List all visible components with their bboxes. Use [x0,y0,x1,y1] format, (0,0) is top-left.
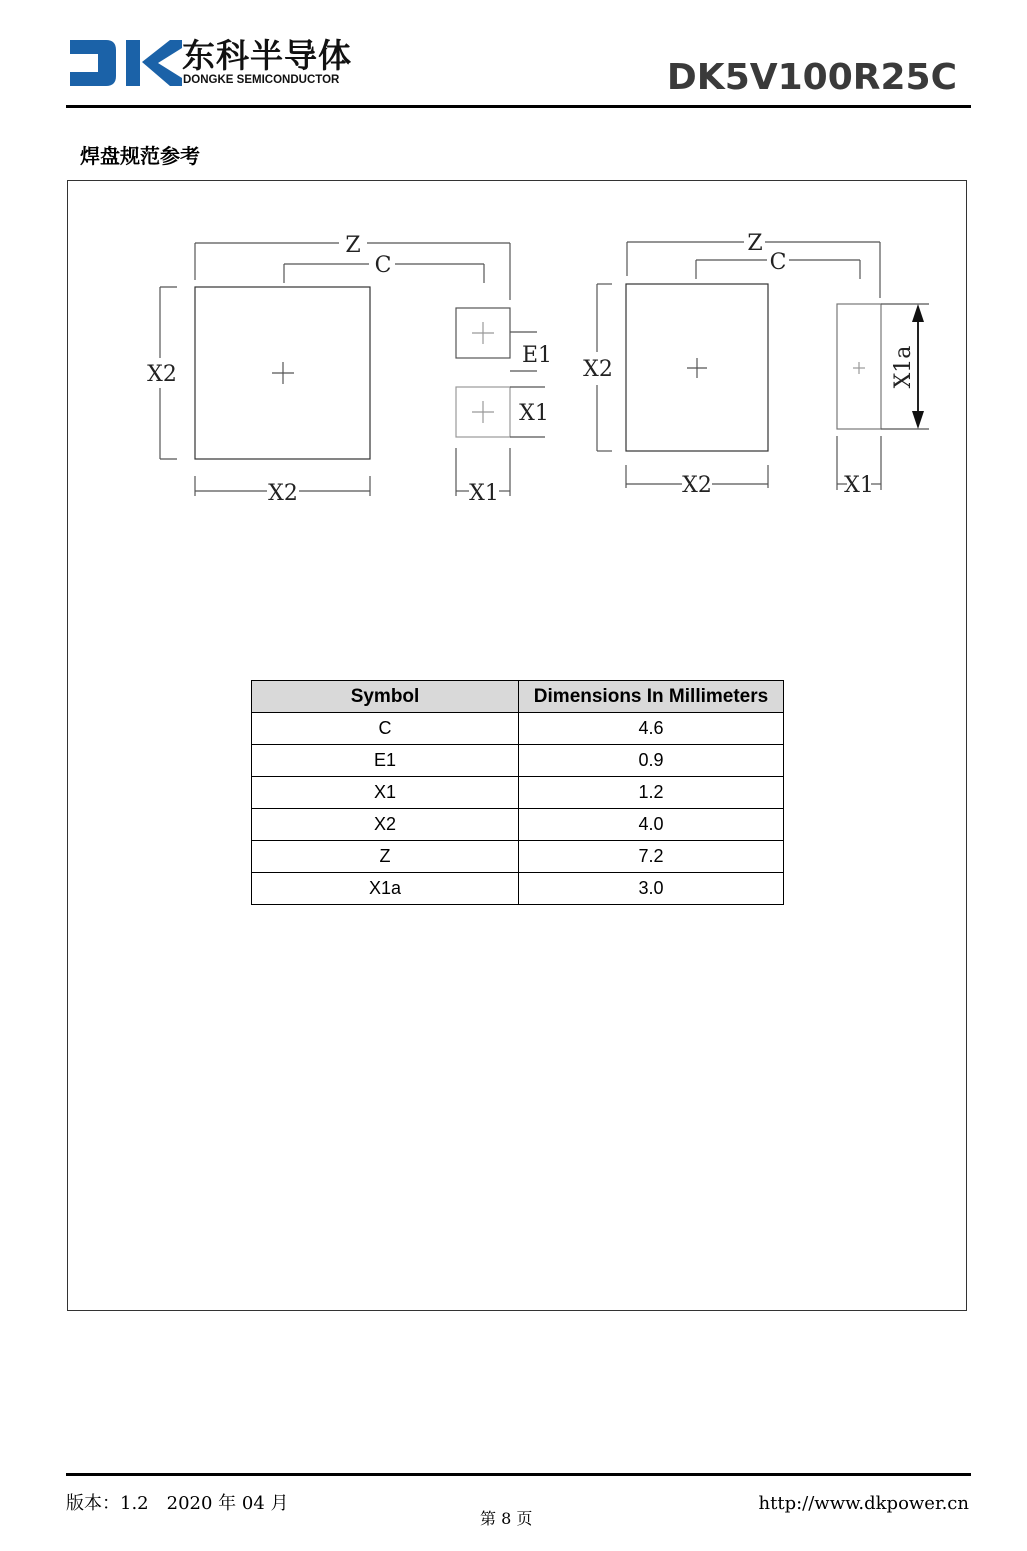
dim-label-x2-vertical-left: X2 [147,362,177,387]
footer-divider [66,1473,971,1476]
cell-value: 4.6 [519,713,784,745]
cell-symbol: E1 [252,745,519,777]
header-divider [66,105,971,108]
cell-symbol: Z [252,841,519,873]
logo-chinese-name: 东科半导体 [182,36,352,75]
dim-label-z-left: Z [345,233,361,258]
dim-label-z-right: Z [747,231,763,256]
section-title: 焊盘规范参考 [80,144,200,168]
part-number: DK5V100R25C [666,57,957,98]
table-row [252,713,784,745]
land-pattern-diagram [67,180,967,540]
cell-symbol: C [252,713,519,745]
dim-label-x1a: X1a [891,345,916,389]
dim-label-x1-bottom-right: X1 [844,473,874,498]
table-row [252,777,784,809]
logo-english-name: DONGKE SEMICONDUCTOR [183,74,340,86]
header-dimensions: Dimensions In Millimeters [519,681,784,713]
cell-value: 0.9 [519,745,784,777]
cell-symbol: X1 [252,777,519,809]
dim-label-c-left: C [374,253,392,278]
cell-value: 1.2 [519,777,784,809]
dimensions-table [251,680,784,905]
dim-label-x2-vertical-right: X2 [583,357,613,382]
dim-label-x1-right-left: X1 [519,401,549,426]
cell-value: 3.0 [519,873,784,905]
dim-label-e1: E1 [521,343,553,368]
table-row [252,745,784,777]
dim-label-c-right: C [769,250,787,275]
dim-label-x2-horizontal-left: X2 [268,481,298,506]
header-symbol: Symbol [252,681,519,713]
table-row [252,841,784,873]
cell-value: 4.0 [519,809,784,841]
cell-symbol: X2 [252,809,519,841]
dim-label-x1-bottom-left: X1 [469,481,499,506]
table-row [252,809,784,841]
table-header-row [252,681,784,713]
footer-version: 版本：1.2 2020 年 04 月 [66,1493,289,1514]
cell-symbol: X1a [252,873,519,905]
footer-page-number: 第 8 页 [480,1509,533,1528]
cell-value: 7.2 [519,841,784,873]
dim-label-x2-horizontal-right: X2 [682,473,712,498]
footer-url[interactable]: http://www.dkpower.cn [758,1493,969,1514]
table-row [252,873,784,905]
